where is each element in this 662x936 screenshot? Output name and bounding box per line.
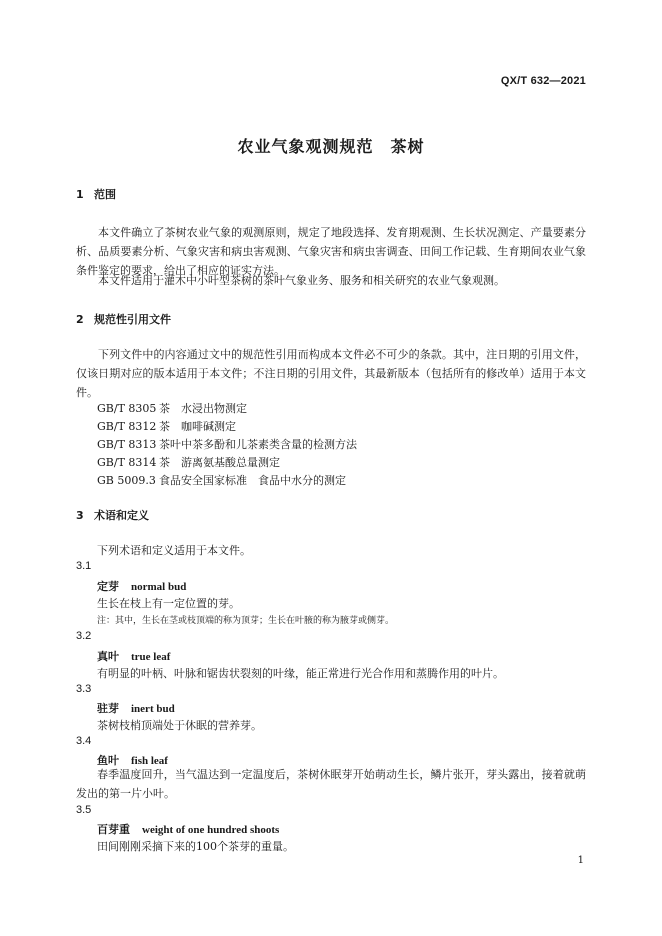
section-2-heading — [76, 311, 171, 327]
reference-item — [97, 436, 357, 452]
reference-title: 茶 咖啡碱测定 — [159, 420, 236, 433]
term-english: weight of one hundred shoots — [142, 824, 280, 836]
term-english: fish leaf — [131, 755, 168, 767]
term-definition: 春季温度回升，当气温达到一定温度后，茶树休眠芽开始萌动生长，鳞片张开，芽头露出，接着就萌发出的第一片小叶。 — [76, 768, 586, 800]
term-chinese: 定芽 — [97, 580, 119, 593]
reference-code: GB/T 8313 — [97, 438, 157, 451]
section-title: 规范性引用文件 — [94, 313, 171, 326]
term-number: 3.4 — [76, 735, 92, 747]
reference-title: 茶 水浸出物测定 — [159, 402, 247, 415]
reference-item — [97, 454, 280, 470]
reference-code: GB/T 8314 — [97, 456, 157, 469]
reference-code: GB/T 8305 — [97, 402, 157, 415]
document-title: 农业气象观测规范 茶树 — [237, 137, 425, 156]
section-number: 2 — [76, 313, 84, 326]
reference-code: GB 5009.3 — [97, 474, 156, 487]
term-definition: 茶树枝梢顶端处于休眠的营养芽。 — [97, 719, 262, 732]
term-definition: 田间刚刚采摘下来的100个茶芽的重量。 — [97, 840, 294, 853]
reference-code: GB/T 8312 — [97, 420, 157, 433]
term-english: true leaf — [131, 651, 171, 663]
reference-item — [97, 418, 236, 434]
term-heading — [97, 700, 175, 716]
reference-title: 茶 游离氨基酸总量测定 — [159, 456, 280, 469]
term-heading — [97, 648, 170, 664]
term-heading — [97, 578, 186, 594]
section-number: 3 — [76, 509, 84, 522]
scope-paragraph-1: 本文件确立了茶树农业气象的观测原则，规定了地段选择、发育期观测、生长状况测定、产量要素分析、品质要素分析、气象灾害和病虫害观测、气象灾害和病虫害调查、田间工作记载、生育期间农业气象条件鉴定的要求，给出了相应的证实方法。 — [76, 226, 586, 277]
term-number: 3.1 — [76, 560, 92, 572]
term-number: 3.5 — [76, 804, 92, 816]
normative-intro: 下列文件中的内容通过文中的规范性引用而构成本文件必不可少的条款。其中，注日期的引用文件，仅该日期对应的版本适用于本文件；不注日期的引用文件，其最新版本（包括所有的修改单）适用于本文件。 — [76, 348, 586, 399]
reference-title: 食品安全国家标准 食品中水分的测定 — [159, 474, 346, 487]
section-number: 1 — [76, 188, 84, 201]
reference-item — [97, 400, 247, 416]
section-title: 范围 — [94, 188, 116, 201]
section-3-heading — [76, 507, 149, 523]
term-chinese: 真叶 — [97, 650, 119, 663]
section-title: 术语和定义 — [94, 509, 149, 522]
term-heading — [97, 821, 279, 837]
standard-code: QX/T 632—2021 — [500, 75, 586, 87]
term-chinese: 鱼叶 — [97, 754, 119, 767]
term-number: 3.2 — [76, 630, 92, 642]
term-chinese: 百芽重 — [97, 823, 130, 836]
term-note: 注：其中，生长在茎或枝顶端的称为顶芽；生长在叶腋的称为腋芽或侧芽。 — [97, 616, 395, 626]
term-english: inert bud — [131, 703, 175, 715]
terms-intro: 下列术语和定义适用于本文件。 — [97, 544, 251, 557]
reference-title: 茶叶中茶多酚和儿茶素类含量的检测方法 — [159, 438, 357, 451]
section-1-heading — [76, 186, 116, 202]
term-number: 3.3 — [76, 683, 92, 695]
page-number: 1 — [577, 855, 584, 866]
term-english: normal bud — [131, 581, 187, 593]
reference-item — [97, 472, 346, 488]
term-definition: 生长在枝上有一定位置的芽。 — [97, 597, 240, 610]
term-definition: 有明显的叶柄、叶脉和锯齿状裂刻的叶缘，能正常进行光合作用和蒸腾作用的叶片。 — [97, 667, 504, 680]
term-chinese: 驻芽 — [97, 702, 119, 715]
scope-paragraph-2: 本文件适用于灌木中小叶型茶树的茶叶气象业务、服务和相关研究的农业气象观测。 — [98, 274, 505, 287]
